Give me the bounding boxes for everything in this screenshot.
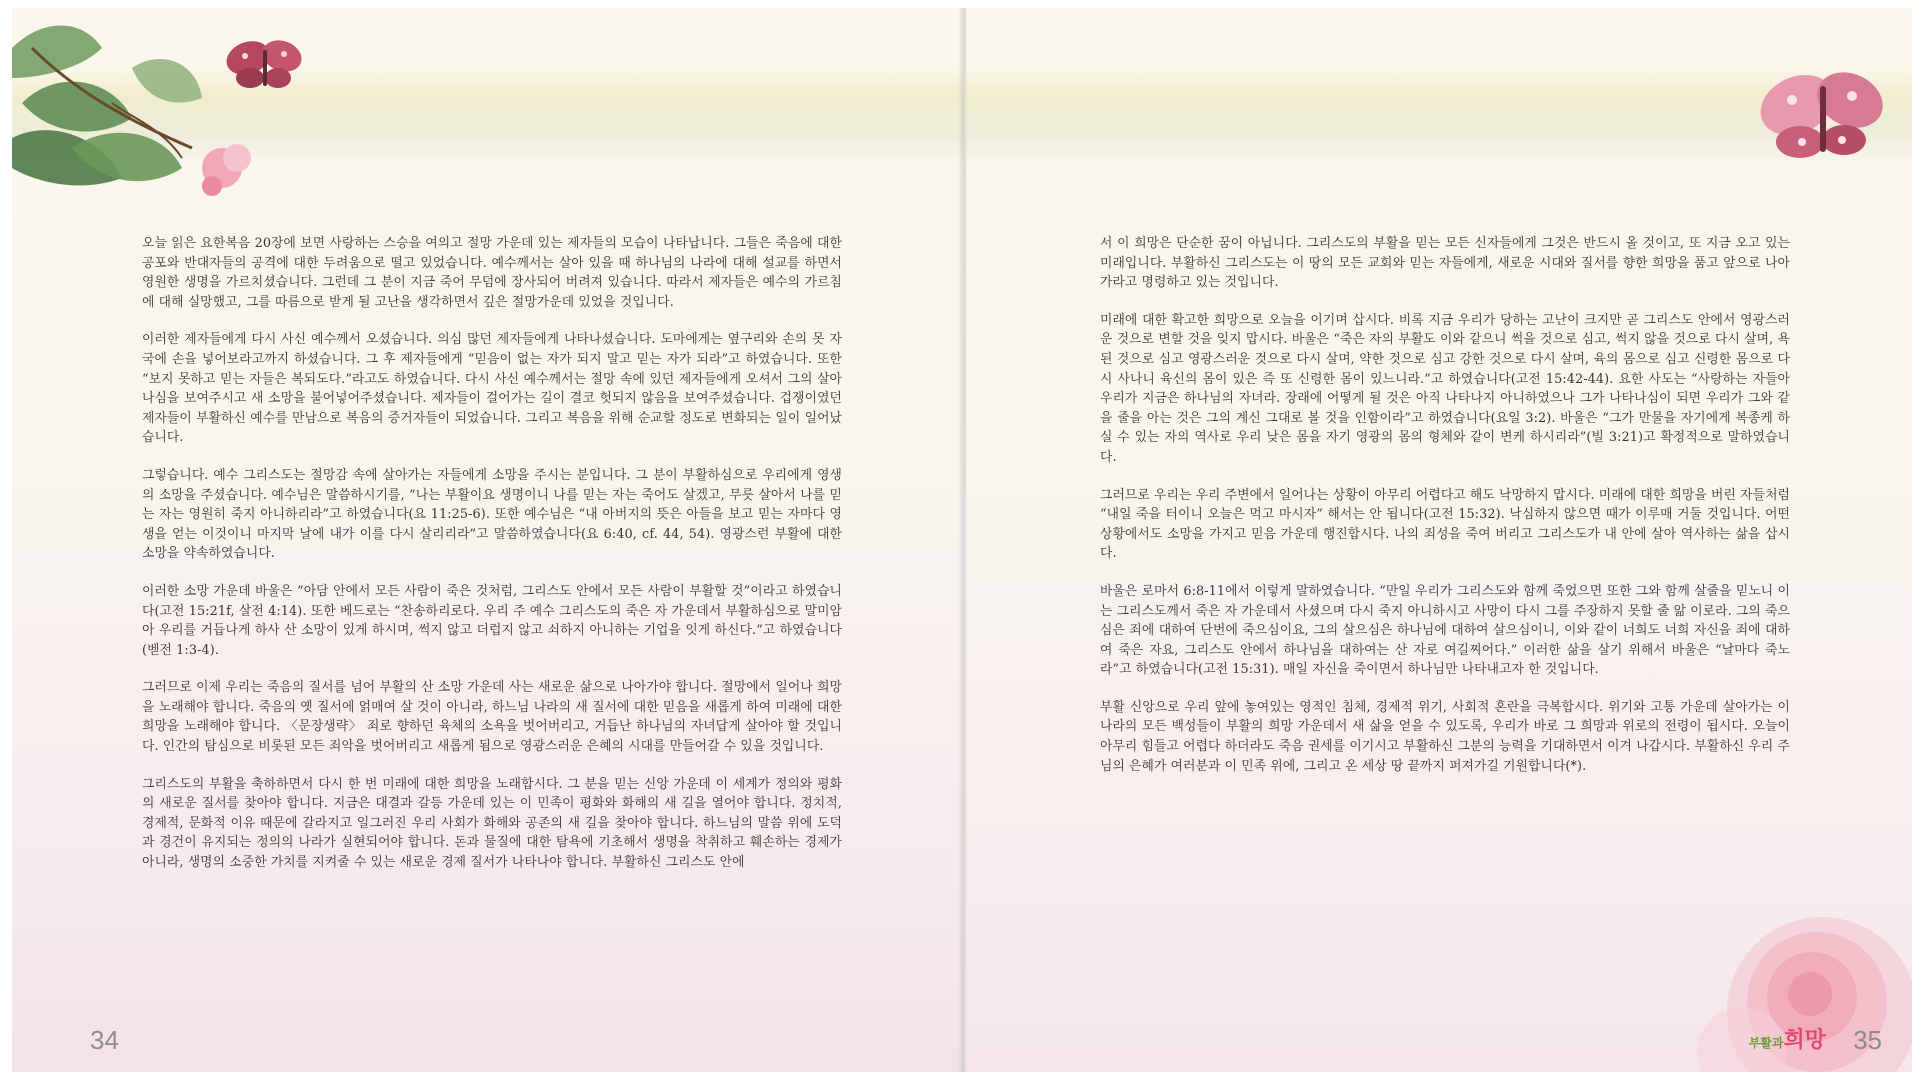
book-title-logo: [1749, 1023, 1826, 1054]
butterfly-icon: [1752, 60, 1892, 170]
left-paragraph-1: 오늘 읽은 요한복음 20장에 보면 사랑하는 스승을 여의고 절망 가운데 있는 제자들의 모습이 나타납니다. 그들은 죽음에 대한 공포와 반대자들의 공격에 대한 두려움으로 떨고 있었습니다. 예수께서는 살아 있을 때 하나님의 나라에 대해 설교를 하면서 영원한 생명을 가르치셨습니다. 그런데 그 분이 지금 죽어 무덤에 장사되어 버려져 있습니다. 따라서 제자들은 예수의 가르침에 대해 실망했고, 그를 따름으로 받게 될 고난을 생각하면서 깊은 절망가운데 있었을 것입니다.: [142, 236, 842, 310]
right-paragraph-2: 미래에 대한 확고한 희망으로 오늘을 이기며 삽시다. 비록 지금 우리가 당하는 고난이 크지만 곧 그리스도 안에서 영광스러운 것으로 변할 것을 잊지 맙시다. 바울은 “죽은 자의 부활도 이와 같으니 썩을 것으로 심고, 썩지 않을 것으로 다시 살며, 욕된 것으로 심고 영광스러운 것으로 다시 살며, 약한 것으로 심고 강한 것으로 다시 살며, 육의 몸으로 심고 신령한 몸으로 다시 사나니 육신의 몸이 있은 즉 또 신령한 몸이 있느니라.”고 하였습니다(고전 15:42-44). 요한 사도는 “사랑하는 자들아 우리가 지금은 하나님의 자녀라. 장래에 어떻게 될 것은 아직 나타나지 아니하였으나 그가 나타나심이 되면 우리가 그와 같을 줄을 아는 것은 그의 계신 그대로 볼 것을 인함이라”고 하였습니다(요일 3:2). 바울은 “그가 만물을 자기에게 복종케 하실 수 있는 자의 역사로 우리 낮은 몸을 자기 영광의 몸의 형체와 같이 변케 하시리라”(빌 3:21)고 확정적으로 말하였습니다.: [1100, 312, 1790, 465]
page-number-left: 34: [90, 1025, 119, 1055]
left-page: [12, 8, 964, 1072]
left-paragraph-4: 이러한 소망 가운데 바울은 “아담 안에서 모든 사람이 죽은 것처럼, 그리스도 안에서 모든 사람이 부활할 것”이라고 하였습니다(고전 15:21f, 살전 4:14). 또한 베드로는 “찬송하리로다. 우리 주 예수 그리스도의 죽은 자 가운데서 부활하심으로 말미암아 우리를 거듭나게 하사 산 소망이 있게 하시며, 썩지 않고 더럽지 않고 쇠하지 아니하는 기업을 잇게 하신다.”고 하였습니다(벧전 1:3-4).: [142, 583, 842, 658]
right-page: [966, 8, 1912, 1072]
right-paragraph-1: 서 이 희망은 단순한 꿈이 아닙니다. 그리스도의 부활을 믿는 모든 신자들에게 그것은 반드시 올 것이고, 또 지금 오고 있는 미래입니다. 부활하신 그리스도는 이 땅의 모든 교회와 믿는 자들에게, 새로운 시대와 질서를 향한 희망을 품고 앞으로 나아가라고 명령하고 있는 것입니다.: [1100, 236, 1790, 291]
page-number-right: 35: [1853, 1025, 1882, 1055]
right-paragraph-5: 부활 신앙으로 우리 앞에 놓여있는 영적인 침체, 경제적 위기, 사회적 혼란을 극복합시다. 위기와 고통 가운데 살아가는 이 나라의 모든 백성들이 부활의 희망 가운데서 새 삶을 얻을 수 있도록, 우리가 바로 그 희망과 위로의 전령이 됩시다. 오늘이 아무리 힘들고 어렵다 하더라도 죽음 권세를 이기시고 부활하신 그분의 능력을 기대하면서 이겨 나갑시다. 부활하신 우리 주님의 은혜가 여러분과 이 민족 위에, 그리고 온 세상 땅 끝까지 퍼져가길 기원합니다(*).: [1100, 699, 1790, 774]
brand-accent: 희망: [1783, 1028, 1826, 1053]
butterfly-icon: [220, 36, 310, 96]
left-body-text: [142, 234, 842, 891]
right-paragraph-3: 그러므로 우리는 우리 주변에서 일어나는 상황이 아무리 어렵다고 해도 낙망하지 맙시다. 미래에 대한 희망을 버린 자들처럼 “내일 죽을 터이니 오늘은 먹고 마시자” 해서는 안 됩니다(고전 15:32). 낙심하지 않으면 때가 이루매 거둘 것입니다. 어떤 상황에서도 소망을 가지고 믿음 가운데 행진합시다. 나의 죄성을 죽여 버리고 그리스도가 내 안에 살아 역사하는 삶을 삽시다.: [1100, 487, 1790, 562]
left-paragraph-5: 그러므로 이제 우리는 죽음의 질서를 넘어 부활의 산 소망 가운데 사는 새로운 삶으로 나아가야 합니다. 절망에서 일어나 희망을 노래해야 합니다. 죽음의 옛 질서에 얽매여 살 것이 아니라, 하느님 나라의 새 질서에 대한 믿음을 새롭게 하여 미래에 대한 희망을 노래해야 합니다. 〈문장생략〉 죄로 향하던 육체의 소욕을 벗어버리고, 거듭난 하나님의 자녀답게 살아야 할 것입니다. 인간의 탐심으로 비롯된 모든 죄악을 벗어버리고 새롭게 됨으로 영광스러운 은혜의 시대를 만들어갈 수 있을 것입니다.: [142, 680, 842, 755]
right-body-text: [1100, 234, 1790, 794]
left-paragraph-3: 그렇습니다. 예수 그리스도는 절망감 속에 살아가는 자들에게 소망을 주시는 분입니다. 그 분이 부활하심으로 우리에게 영생의 소망을 주셨습니다. 예수님은 말씀하시기를, “나는 부활이요 생명이니 나를 믿는 자는 죽어도 살겠고, 무릇 살아서 나를 믿는 자는 영원히 죽지 아니하리라”고 하였습니다(요 11:25-6). 또한 예수님은 “내 아버지의 뜻은 아들을 보고 믿는 자마다 영생을 얻는 이것이니 마지막 날에 내가 이를 다시 살리리라”고 말씀하였습니다(요 6:40, cf. 44, 54). 영광스런 부활에 대한 소망을 약속하였습니다.: [142, 467, 842, 562]
left-paragraph-2: 이러한 제자들에게 다시 사신 예수께서 오셨습니다. 의심 많던 제자들에게 나타나셨습니다. 도마에게는 옆구리와 손의 못 자국에 손을 넣어보라고까지 하셨습니다. 그 후 제자들에게 “믿음이 없는 자가 되지 말고 믿는 자가 되라”고 하였습니다. 또한 “보지 못하고 믿는 자들은 복되도다.”라고도 하였습니다. 다시 사신 예수께서는 절망 속에 있던 제자들에게 오셔서 그의 살아나심을 보여주시고 새 소망을 불어넣어주셨습니다. 제자들이 걸어가는 길이 결코 헛되지 않음을 보여주셨습니다. 겁쟁이였던 제자들이 부활하신 예수를 만남으로 복음의 증거자들이 되었습니다. 그리고 복음을 위해 순교할 정도로 변화되는 일이 일어났습니다.: [142, 332, 842, 446]
brand-prefix: 부활과: [1748, 1036, 1784, 1050]
right-paragraph-4: 바울은 로마서 6:8-11에서 이렇게 말하였습니다. “만일 우리가 그리스도와 함께 죽었으면 또한 그와 함께 살줄을 믿노니 이는 그리스도께서 죽은 자 가운데서 사셨으며 다시 죽지 아니하시고 사망이 다시 그를 주장하지 못할 줄 앎 이로라. 그의 죽으심은 죄에 대하여 단번에 죽으심이요, 그의 살으심은 하나님에 대하여 살으심이니, 이와 같이 너희도 너희 자신을 죄에 대하여 죽은 자요, 그리스도 안에서 하나님을 대하여는 산 자로 여길찌어다.” 이러한 삶을 살기 위해서 바울은 “날마다 죽노라”고 하였습니다(고전 15:31). 매일 자신을 죽이면서 하나님만 나타내고자 한 것입니다.: [1100, 583, 1790, 678]
left-paragraph-6: 그리스도의 부활을 축하하면서 다시 한 번 미래에 대한 희망을 노래합시다. 그 분을 믿는 신앙 가운데 이 세계가 정의와 평화의 새로운 질서를 찾아야 합니다. 지금은 대결과 갈등 가운데 있는 이 민족이 평화와 화해의 새 길을 열어야 합니다. 정치적, 경제적, 문화적 이유 때문에 갈라지고 일그러진 우리 사회가 화해와 공존의 새 길을 찾아야 합니다. 하느님의 말씀 위에 도덕과 경건이 유지되는 정의의 나라가 실현되어야 합니다. 돈과 물질에 대한 탐욕에 기초해서 생명을 착취하고 훼손하는 경제가 아니라, 생명의 소중한 가치를 지켜줄 수 있는 새로운 경제 질서가 나타나야 합니다. 부활하신 그리스도 안에: [142, 776, 842, 871]
